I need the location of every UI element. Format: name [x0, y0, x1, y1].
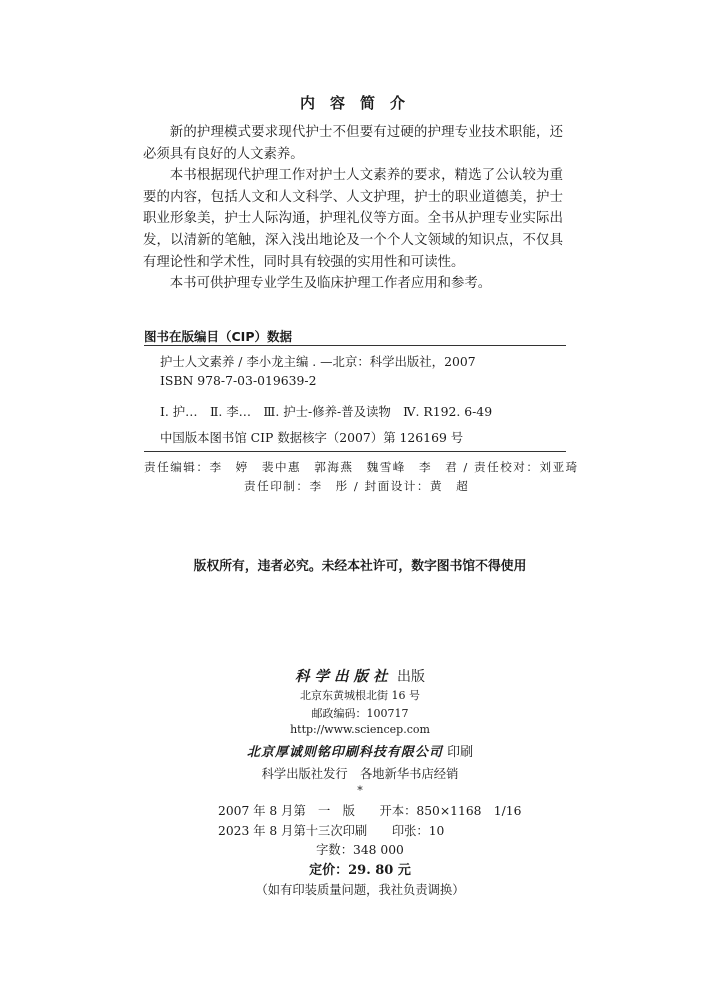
publisher-name: 科学出版社 [295, 668, 393, 685]
cip-top-rule [144, 345, 566, 346]
cip-isbn: ISBN 978-7-03-019639-2 [160, 373, 317, 388]
cip-record-number: 中国版本图书馆 CIP 数据核字（2007）第 126169 号 [160, 430, 464, 445]
cip-classification: Ⅰ. 护… Ⅱ. 李… Ⅲ. 护士-修养-普及读物 Ⅳ. R192. 6-49 [160, 404, 493, 419]
editors-credit: 责任编辑：李 婷 裴中惠 郭海燕 魏雪峰 李 君 / 责任校对：刘亚琦 [144, 460, 579, 474]
word-count: 字数：348 000 [316, 843, 404, 857]
abstract-paragraph: 本书可供护理专业学生及临床护理工作者应用和参考。 [169, 276, 492, 292]
publisher-suffix: 出版 [396, 669, 425, 685]
cip-bottom-rule [144, 451, 566, 452]
edition-line: 2007 年 8 月第 一 版 开本：850×1168 1/16 [218, 804, 522, 818]
abstract-paragraph: 本书根据现代护理工作对护士人文素养的要求，精选了公认较为重要的内容，包括人文和人文科学、人文护理，护士的职业道德美，护士职业形象美，护士人际沟通，护理礼仪等方面。全书从护理专业实际出发，以清新的笔触，深入浅出地论及一个个人文领域的知识点，不仅具有理论性和学术性，同时具有较强的实用性和可读性。 [143, 168, 563, 270]
printing-line: 2023 年 8 月第十三次印刷 印张：10 [218, 824, 445, 838]
printer-line [0, 741, 720, 760]
website: http://www.sciencep.com [290, 723, 430, 736]
abstract-title: 内容简介 [299, 94, 420, 112]
cip-heading: 图书在版编目（CIP）数据 [144, 329, 292, 344]
production-credit: 责任印制：李 彤 / 封面设计：黄 超 [244, 479, 470, 493]
postcode: 邮政编码：100717 [311, 707, 409, 720]
publisher-line [0, 665, 720, 686]
abstract-body [143, 122, 563, 295]
printer-suffix: 印刷 [447, 745, 474, 760]
distribution-line: 科学出版社发行 各地新华书店经销 [261, 767, 459, 781]
printer-name: 北京厚诚则铭印刷科技有限公司 [246, 745, 443, 760]
publisher-address: 北京东黄城根北街 16 号 [300, 689, 420, 702]
separator-star: * [357, 784, 363, 797]
copyright-notice: 版权所有，违者必究。未经本社许可，数字图书馆不得使用 [193, 559, 527, 574]
abstract-paragraph: 新的护理模式要求现代护士不但要有过硬的护理专业技术职能，还必须具有良好的人文素养。 [143, 125, 563, 162]
return-note: （如有印装质量问题，我社负责调换） [255, 883, 465, 897]
price: 定价：29. 80 元 [309, 863, 411, 878]
cip-title-line: 护士人文素养 / 李小龙主编 . —北京：科学出版社，2007 [160, 354, 476, 369]
